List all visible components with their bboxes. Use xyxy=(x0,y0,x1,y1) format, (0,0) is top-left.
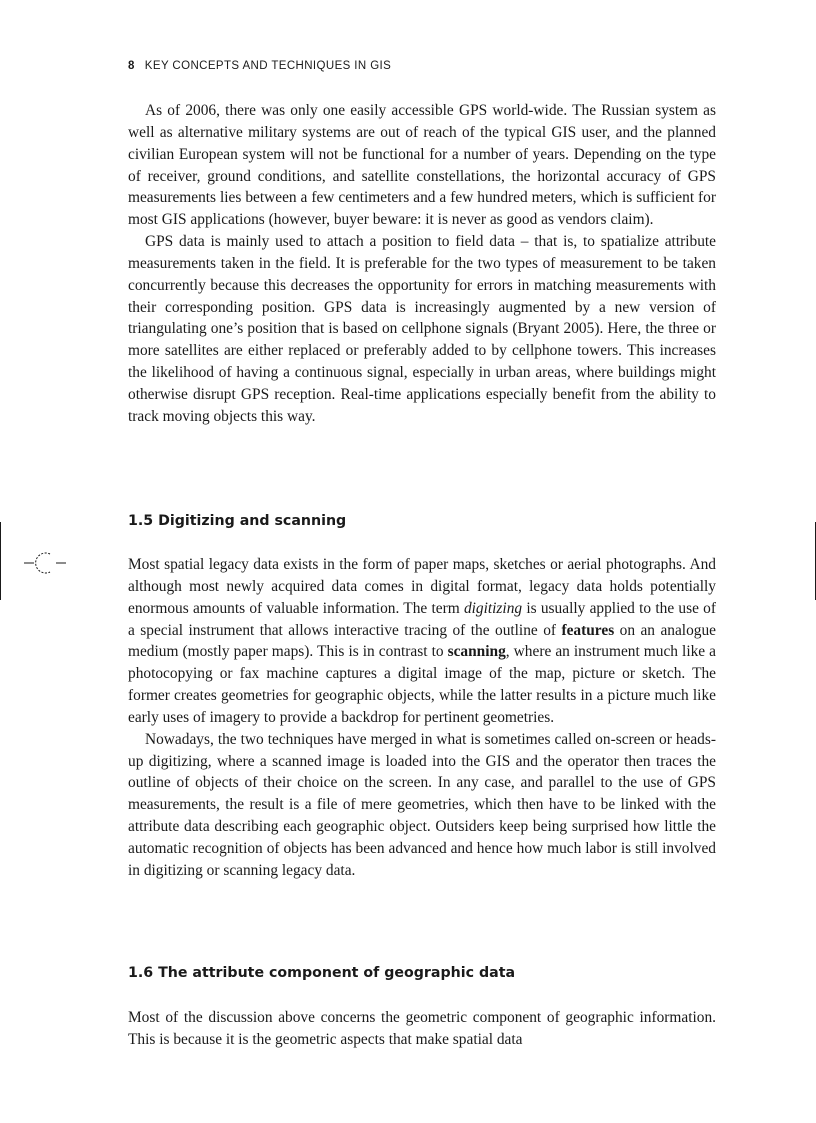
page-number: 8 xyxy=(128,60,135,72)
running-head-title: KEY CONCEPTS AND TECHNIQUES IN GIS xyxy=(144,60,392,72)
running-head xyxy=(128,60,391,72)
section-heading-1-6: 1.6 The attribute component of geographic data xyxy=(128,965,516,981)
registration-mark-icon xyxy=(24,549,68,577)
paragraph-geometric-component: Most of the discussion above concerns the geometric component of geographic information. This is because it is the geometric aspects that make spatial data xyxy=(128,1009,716,1048)
section-1-5-text xyxy=(128,554,716,882)
term-digitizing: digitizing xyxy=(463,599,523,617)
section-1-6-text xyxy=(128,1007,716,1051)
paragraph-gps-availability: As of 2006, there was only one easily accessible GPS world-wide. The Russian system as well as alternative military systems are out of reach of the typical GIS user, and the planned civilian European system will not be functional for a number of years. Depending on the type of receiver, ground conditions, and satellite constellations, the horizontal accuracy of GPS measurements lies between a few centimeters and a few hundred meters, which is sufficient for most GIS applications (however, buyer beware: it is never as good as vendors claim). xyxy=(128,102,716,229)
section-heading-1-5: 1.5 Digitizing and scanning xyxy=(128,513,347,529)
crop-mark-left xyxy=(0,522,1,600)
paragraph-gps-usage: GPS data is mainly used to attach a position to field data – that is, to spatialize attribute measurements taken in the field. It is preferable for the two types of measurement to be taken concurrently because this decreases the opportunity for errors in matching measurements with their corresponding position. GPS data is increasingly augmented by a new version of triangulating one’s position that is based on cellphone signals (Bryant 2005). Here, the three or more satellites are either replaced or preferably added to by cellphone towers. This increases the likelihood of having a continuous signal, especially in urban areas, where buildings might otherwise disrupt GPS reception. Real-time applications especially benefit from the ability to track moving objects this way. xyxy=(128,233,716,425)
paragraph-heads-up-digitizing: Nowadays, the two techniques have merged in what is sometimes called on-screen or heads-up digitizing, where a scanned image is loaded into the GIS and the operator then traces the outline of objects of their choice on the screen. In any case, and parallel to the use of GPS measurements, the result is a file of mere geometries, which then have to be linked with the attribute data describing each geographic object. Outsiders keep being surprised how little the automatic recognition of objects has been advanced and hence how much labor is still involved in digitizing or scanning legacy data. xyxy=(128,730,716,879)
term-scanning: scanning xyxy=(447,643,506,661)
paragraph-legacy-data: Most spatial legacy data exists in the form of paper maps, sketches or aerial photographs. And although most newly acquired data comes in digital format, legacy data holds potentially enormous amounts of valuable information. The term digitizing is usually applied to the use of a special instrument that allows interactive tracing of the outline of features on an analogue medium (mostly paper maps). This is in contrast to scanning, where an instrument much like a photocopying or fax machine captures a digital image of the map, picture or sketch. The former creates geometries for geographic objects, while the latter results in a picture much like early uses of imagery to provide a backdrop for pertinent geometries. xyxy=(128,556,717,726)
term-features: features xyxy=(561,621,615,639)
section-1-4-text xyxy=(128,100,716,428)
